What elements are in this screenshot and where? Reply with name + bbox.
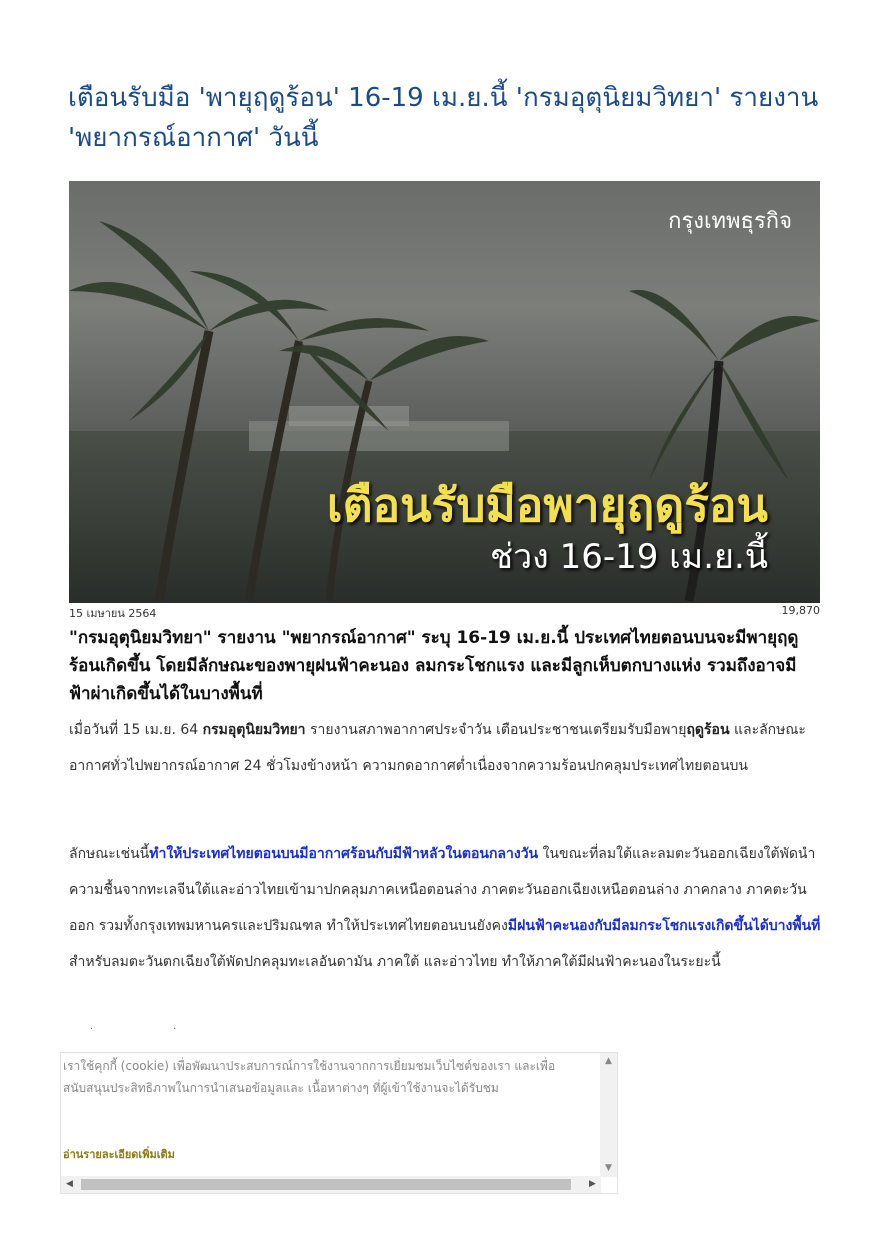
p2-link-hot-weather[interactable]: ทำให้ประเทศไทยตอนบนมีอากาศร้อนกับมีฟ้าหลัวในตอนกลางวัน — [149, 846, 539, 862]
vertical-scrollbar[interactable] — [600, 1053, 617, 1177]
hero-subtitle: ช่วง 16-19 เม.ย.นี้ — [490, 537, 768, 577]
p1-bold-agency: กรมอุตุนิยมวิทยา — [202, 722, 306, 738]
arrow-right-icon[interactable]: ▶ — [589, 1179, 596, 1189]
p1-bold-season: ฤดูร้อน — [686, 722, 730, 738]
hero-image — [69, 181, 820, 603]
cookie-read-more-link[interactable]: อ่านรายละเอียดเพิ่มเติม — [63, 1148, 175, 1161]
p1-text-e: และลักษณะอากาศทั่วไปพยากรณ์อากาศ 24 ชั่วโมงข้างหน้า ความกดอากาศต่ำเนื่องจากความร้อนปกคลุมประเทศไทยตอนบน — [69, 722, 806, 774]
scrollbar-thumb[interactable] — [81, 1179, 571, 1190]
horizontal-scrollbar[interactable] — [61, 1176, 601, 1193]
p2-link-thunderstorm[interactable]: มีฝนฟ้าคะนองกับมีลมกระโชกแรงเกิดขึ้นได้บางพื้นที่ — [507, 918, 821, 934]
view-count: 19,870 — [781, 604, 820, 617]
p2-text-a: ลักษณะเช่นนี้ — [69, 846, 150, 862]
article-headline: เตือนรับมือ 'พายุฤดูร้อน' 16-19 เม.ย.นี้ 'กรมอุตุนิยมวิทยา' รายงาน 'พยากรณ์อากาศ' วันนี้ — [68, 83, 819, 153]
paragraph-1 — [69, 712, 821, 784]
arrow-down-icon[interactable]: ▼ — [605, 1163, 612, 1173]
article-lead: "กรมอุตุนิยมวิทยา" รายงาน "พยากรณ์อากาศ" ระบุ 16-19 เม.ย.นี้ ประเทศไทยตอนบนจะมีพายุฤดูร้อนเกิดขึ้น โดยมีลักษณะของพายุฝนฟ้าคะนอง ลมกระโชกแรง และมีลูกเห็บตกบางแห่ง รวมถึงอาจมีฟ้าผ่าเกิดขึ้นได้ในบางพื้นที่ — [69, 628, 799, 704]
p1-text-a: เมื่อวันที่ 15 เม.ย. 64 — [69, 722, 203, 738]
cookie-text: เราใช้คุกกี้ (cookie) เพื่อพัฒนาประสบการณ์การใช้งานจากการเยี่ยมชมเว็บไซต์ของเรา และเพื่อสนับสนุนประสิทธิภาพในการนำเสนอข้อมูลและ เนื้อหาต่างๆ ที่ผู้เข้าใช้งานจะได้รับชม — [63, 1059, 556, 1095]
p1-text-c: รายงานสภาพอากาศประจำวัน เตือนประชาชนเตรียมรับมือพายุ — [305, 722, 687, 738]
arrow-up-icon[interactable]: ▲ — [605, 1056, 612, 1066]
brand-watermark: กรุงเทพธุรกิจ — [668, 209, 792, 234]
separator-dots: ·· — [90, 1024, 257, 1035]
hero-title: เตือนรับมือพายุฤดูร้อน — [326, 478, 768, 532]
publish-date: 15 เมษายน 2564 — [69, 607, 157, 620]
arrow-left-icon[interactable]: ◀ — [66, 1179, 73, 1189]
paragraph-2 — [69, 836, 821, 980]
p2-text-c: สำหรับลมตะวันตกเฉียงใต้พัดปกคลุมทะเลอันดามัน ภาคใต้ และอ่าวไทย ทำให้ภาคใต้มีฝนฟ้าคะนองในระยะนี้ — [69, 954, 721, 970]
cookie-banner — [60, 1052, 618, 1194]
p2-text-b: ในขณะที่ลมใต้และลมตะวันออกเฉียงใต้พัดนำความชื้นจากทะเลจีนใต้และอ่าวไทยเข้ามาปกคลุมภาคเหนือตอนล่าง ภาคตะวันออกเฉียงเหนือตอนล่าง ภาคกลาง ภาคตะวันออก รวมทั้งกรุงเทพมหานครและปริมณฑล ทำให้ประเทศไทยตอนบนยังคง — [69, 846, 816, 934]
